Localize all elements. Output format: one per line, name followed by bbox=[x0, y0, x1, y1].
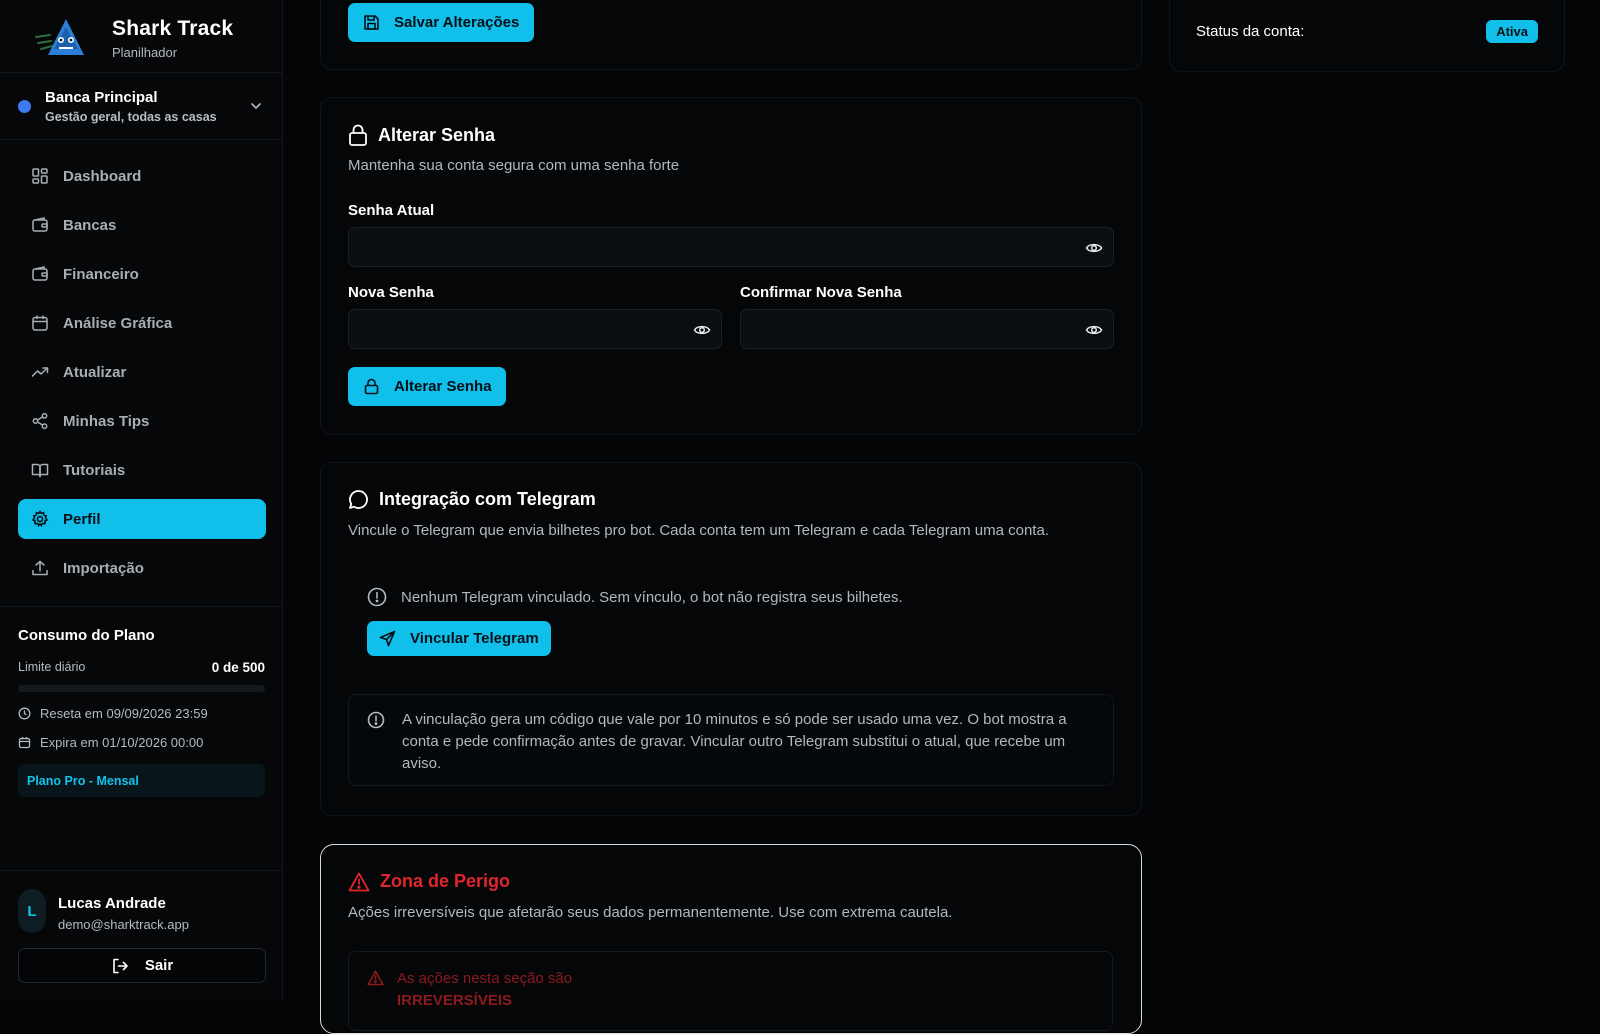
share-icon bbox=[31, 412, 49, 430]
save-changes-label: Salvar Alterações bbox=[394, 14, 520, 31]
plan-usage-title: Consumo do Plano bbox=[18, 627, 155, 644]
current-password-field[interactable] bbox=[348, 227, 1114, 267]
danger-warning-box bbox=[348, 951, 1113, 1031]
alert-circle-icon bbox=[367, 711, 385, 729]
danger-warning-line1: As ações nesta seção são bbox=[397, 970, 573, 987]
shark-logo-icon bbox=[34, 15, 92, 61]
profile-card bbox=[320, 0, 1142, 70]
calendar-icon bbox=[18, 736, 40, 749]
trending-up-icon bbox=[31, 363, 49, 381]
plan-reset-text: Reseta em 09/09/2026 23:59 bbox=[40, 706, 208, 721]
brand-title: Shark Track bbox=[112, 16, 234, 40]
save-changes-button[interactable] bbox=[348, 3, 534, 42]
sidebar-item-financeiro[interactable] bbox=[18, 254, 266, 294]
wallet-icon bbox=[31, 216, 49, 234]
user-name: Lucas Andrade bbox=[58, 895, 166, 912]
danger-zone-title: Zona de Perigo bbox=[380, 871, 511, 891]
alert-circle-icon bbox=[367, 587, 387, 607]
link-telegram-label: Vincular Telegram bbox=[410, 630, 539, 647]
lock-icon bbox=[348, 124, 378, 146]
daily-limit-progress-bar bbox=[18, 685, 265, 692]
sidebar-item-bancas[interactable] bbox=[18, 205, 266, 245]
sidebar-item-minhas-tips[interactable] bbox=[18, 401, 266, 441]
clock-icon bbox=[18, 707, 40, 720]
bank-name: Banca Principal bbox=[45, 88, 158, 106]
eye-icon[interactable] bbox=[1085, 321, 1103, 339]
sidebar-item-label: Bancas bbox=[63, 216, 117, 234]
dashboard-icon bbox=[31, 167, 49, 185]
plan-expire-text: Expira em 01/10/2026 00:00 bbox=[40, 735, 204, 750]
change-password-title: Alterar Senha bbox=[378, 124, 496, 145]
chevron-down-icon bbox=[249, 99, 263, 113]
sidebar-item-label: Importação bbox=[63, 559, 144, 577]
change-password-subtitle: Mantenha sua conta segura com uma senha forte bbox=[348, 157, 680, 174]
danger-warning-text bbox=[397, 968, 572, 1012]
brand[interactable] bbox=[34, 10, 233, 66]
sidebar-item-dashboard[interactable] bbox=[18, 156, 266, 196]
avatar[interactable]: L bbox=[18, 889, 46, 933]
sidebar-item-label: Análise Gráfica bbox=[63, 314, 173, 332]
danger-zone-card bbox=[320, 844, 1142, 1034]
telegram-title: Integração com Telegram bbox=[379, 489, 596, 509]
current-password-label: Senha Atual bbox=[348, 202, 435, 219]
danger-warning-line2: IRREVERSÍVEIS bbox=[397, 992, 513, 1009]
danger-zone-subtitle: Ações irreversíveis que afetarão seus dados permanentemente. Use com extrema cautela. bbox=[348, 904, 953, 921]
warning-triangle-icon bbox=[348, 872, 380, 892]
plan-usage-panel bbox=[0, 606, 283, 870]
logout-button[interactable] bbox=[18, 948, 266, 983]
telegram-info-text: A vinculação gera um código que vale por 10 minutos e só pode ser usado uma vez. O bot mostra a conta e pede confirmação antes de gravar. Vincular outro Telegram substitui o atual, que recebe um aviso. bbox=[402, 711, 1067, 772]
new-password-field[interactable] bbox=[348, 309, 722, 349]
sidebar-item-label: Perfil bbox=[63, 510, 101, 528]
change-password-button[interactable] bbox=[348, 367, 506, 406]
daily-limit-value: 0 de 500 bbox=[211, 660, 265, 675]
upload-icon bbox=[31, 559, 49, 577]
account-status-card bbox=[1169, 0, 1565, 72]
sidebar-item-label: Atualizar bbox=[63, 363, 127, 381]
telegram-heading bbox=[348, 489, 596, 510]
sidebar-item-label: Financeiro bbox=[63, 265, 139, 283]
bank-color-dot bbox=[18, 100, 31, 113]
lock-icon bbox=[363, 378, 394, 395]
calendar-icon bbox=[31, 314, 49, 332]
daily-limit-label: Limite diário bbox=[18, 660, 86, 674]
warning-triangle-icon bbox=[367, 970, 384, 986]
message-circle-icon bbox=[348, 489, 379, 510]
account-status-label: Status da conta: bbox=[1196, 23, 1305, 40]
book-icon bbox=[31, 461, 49, 479]
save-icon bbox=[363, 14, 394, 31]
send-icon bbox=[379, 630, 410, 647]
telegram-integration-card bbox=[320, 462, 1142, 816]
new-password-label: Nova Senha bbox=[348, 284, 434, 301]
telegram-info-box bbox=[348, 694, 1114, 786]
status-badge: Ativa bbox=[1486, 20, 1538, 43]
gear-icon bbox=[31, 510, 49, 528]
confirm-password-label: Confirmar Nova Senha bbox=[740, 284, 902, 301]
eye-icon[interactable] bbox=[693, 321, 711, 339]
sidebar-item-atualizar[interactable] bbox=[18, 352, 266, 392]
sidebar-item-perfil[interactable] bbox=[18, 499, 266, 539]
change-password-heading bbox=[348, 124, 495, 146]
logout-label: Sair bbox=[144, 957, 174, 974]
eye-icon[interactable] bbox=[1085, 239, 1103, 257]
logout-icon bbox=[111, 957, 145, 975]
bank-description: Gestão geral, todas as casas bbox=[45, 109, 217, 124]
bank-selector[interactable] bbox=[0, 72, 283, 140]
change-password-button-label: Alterar Senha bbox=[394, 378, 492, 395]
plan-name-badge[interactable]: Plano Pro - Mensal bbox=[18, 764, 265, 797]
wallet-icon bbox=[31, 265, 49, 283]
sidebar-item-importacao[interactable] bbox=[18, 548, 266, 588]
telegram-subtitle: Vincule o Telegram que envia bilhetes pro bot. Cada conta tem um Telegram e cada Telegram uma conta. bbox=[348, 522, 1049, 539]
sidebar-item-analise-grafica[interactable] bbox=[18, 303, 266, 343]
confirm-password-field[interactable] bbox=[740, 309, 1114, 349]
sidebar-nav bbox=[18, 156, 266, 597]
telegram-status-text: Nenhum Telegram vinculado. Sem vínculo, o bot não registra seus bilhetes. bbox=[401, 588, 903, 606]
telegram-status-notice bbox=[367, 587, 903, 607]
user-panel bbox=[0, 870, 283, 1000]
sidebar-item-label: Dashboard bbox=[63, 167, 142, 185]
sidebar-item-label: Minhas Tips bbox=[63, 412, 150, 430]
link-telegram-button[interactable] bbox=[367, 621, 551, 656]
brand-subtitle: Planilhador bbox=[112, 44, 178, 60]
user-email: demo@sharktrack.app bbox=[58, 917, 189, 932]
danger-zone-heading bbox=[348, 871, 510, 892]
change-password-card bbox=[320, 97, 1142, 435]
sidebar-item-tutoriais[interactable] bbox=[18, 450, 266, 490]
sidebar-item-label: Tutoriais bbox=[63, 461, 126, 479]
sidebar bbox=[0, 0, 283, 1000]
